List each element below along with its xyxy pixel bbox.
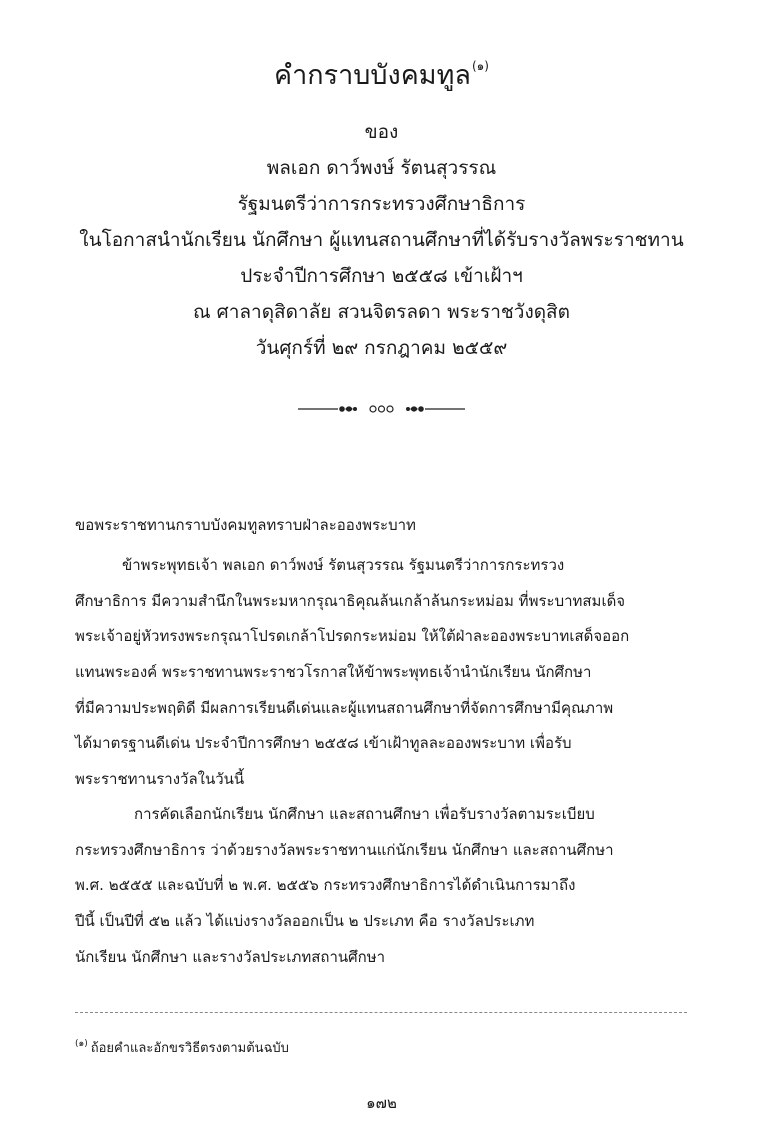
paragraph-line: ศึกษาธิการ มีความสำนึกในพระมหากรุณาธิคุณล้นเกล้าล้นกระหม่อม ที่พระบาทสมเด็จ: [75, 591, 626, 610]
heading-line: วันศุกร์ที่ ๒๙ กรกฎาคม ๒๕๕๙: [255, 337, 508, 359]
paragraph-line: นักเรียน นักศึกษา และรางวัลประเภทสถานศึกษา: [75, 947, 386, 966]
heading-line: ของ: [364, 121, 399, 143]
title-text: คำกราบบังคมทูล: [274, 60, 471, 91]
title-footnote-marker: (๑): [471, 59, 489, 73]
footnote-marker: (๑): [75, 1039, 88, 1049]
heading-block: [60, 114, 703, 366]
paragraph-line: ที่มีความประพฤติดี มีผลการเรียนดีเด่นและผู้แทนสถานศึกษาที่จัดการศึกษามีคุณภาพ: [75, 698, 614, 717]
heading-line: รัฐมนตรีว่าการกระทรวงศึกษาธิการ: [237, 193, 526, 215]
body-paragraph-2: [75, 797, 689, 975]
paragraph-line: แทนพระองค์ พระราชทานพระราชวโรกาสให้ข้าพระพุทธเจ้านำนักเรียน นักศึกษา: [75, 663, 592, 682]
heading-line: ณ ศาลาดุสิดาลัย สวนจิตรลดา พระราชวังดุสิต: [192, 301, 570, 323]
paragraph-line: พ.ศ. ๒๕๕๕ และฉบับที่ ๒ พ.ศ. ๒๕๕๖ กระทรวงศึกษาธิการได้ดำเนินการมาถึง: [75, 876, 576, 895]
paragraph-line: กระทรวงศึกษาธิการ ว่าด้วยรางวัลพระราชทานแก่นักเรียน นักศึกษา และสถานศึกษา: [75, 840, 614, 859]
page-title: [0, 46, 763, 96]
paragraph-line: พระเจ้าอยู่หัวทรงพระกรุณาโปรดเกล้าโปรดกระหม่อม ให้ใต้ฝ่าละอองพระบาทเสด็จออก: [75, 627, 630, 646]
footnote: [75, 1033, 675, 1060]
page-number: ๑๗๒: [366, 1094, 397, 1112]
paragraph-line: ได้มาตรฐานดีเด่น ประจำปีการศึกษา ๒๕๕๘ เข้าเฝ้าทูลละอองพระบาท เพื่อรับ: [75, 734, 572, 753]
body-paragraph-1: [75, 548, 689, 798]
paragraph-line: พระราชทานรางวัลในวันนี้: [75, 770, 245, 789]
decorative-divider-icon: [0, 399, 763, 419]
heading-line: ในโอกาสนำนักเรียน นักศึกษา ผู้แทนสถานศึกษาที่ได้รับรางวัลพระราชทาน: [79, 229, 684, 251]
heading-line: พลเอก ดาว์พงษ์ รัตนสุวรรณ: [266, 157, 497, 179]
salutation: ขอพระราชทานกราบบังคมทูลทราบฝ่าละอองพระบาท: [75, 516, 416, 534]
footnote-separator: [75, 1012, 687, 1013]
paragraph-line: การคัดเลือกนักเรียน นักศึกษา และสถานศึกษา เพื่อรับรางวัลตามระเบียบ: [134, 805, 595, 823]
paragraph-line: ปีนี้ เป็นปีที่ ๕๒ แล้ว ได้แบ่งรางวัลออกเป็น ๒ ประเภท คือ รางวัลประเภท: [75, 912, 535, 931]
heading-line: ประจำปีการศึกษา ๒๕๕๘ เข้าเฝ้าฯ: [240, 265, 523, 287]
paragraph-line: ข้าพระพุทธเจ้า พลเอก ดาว์พงษ์ รัตนสุวรรณ รัฐมนตรีว่าการกระทรวง: [122, 556, 565, 574]
footnote-text: ถ้อยคำและอักขรวิธีตรงตามต้นฉบับ: [90, 1041, 289, 1056]
